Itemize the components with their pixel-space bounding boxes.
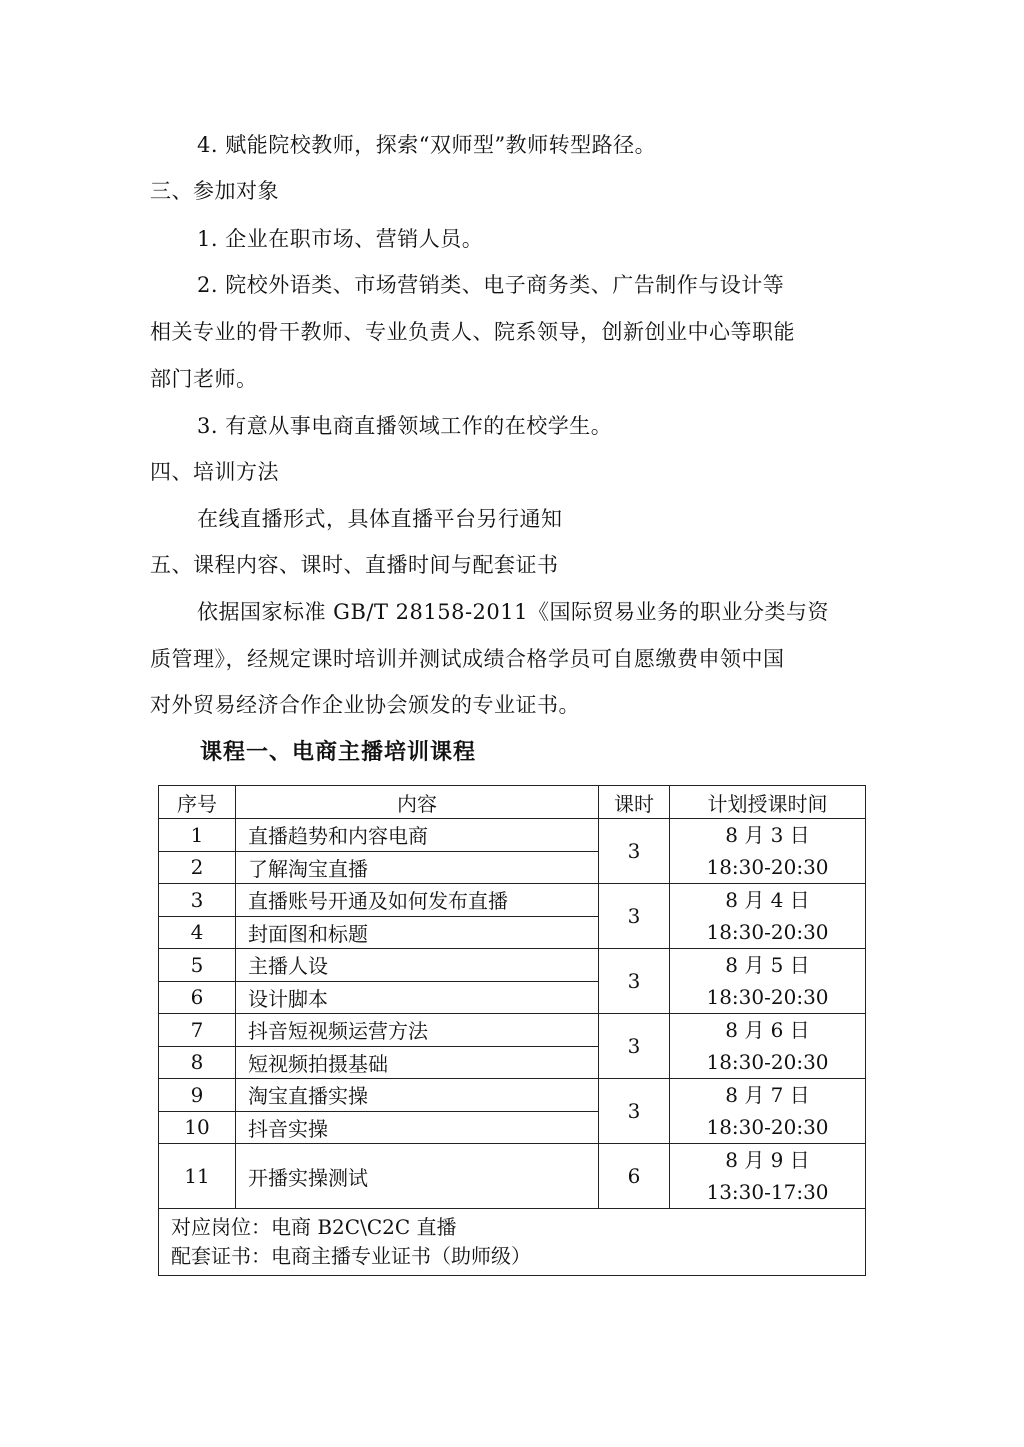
row-schedule-time <box>670 1079 866 1144</box>
participant-item-2: 2. 院校外语类、市场营销类、电子商务类、广告制作与设计等 <box>197 273 785 297</box>
schedule-time-range: 18:30-20:30 <box>706 1115 829 1139</box>
participant-item-2-cont: 相关专业的骨干教师、专业负责人、院系领导，创新创业中心等职能 <box>150 320 795 344</box>
row-number: 3 <box>159 884 236 917</box>
row-content: 淘宝直播实操 <box>236 1079 599 1112</box>
row-number: 11 <box>159 1144 236 1209</box>
header-number: 序号 <box>159 786 236 819</box>
section-heading-method: 四、培训方法 <box>150 460 279 484</box>
header-hours: 课时 <box>599 786 670 819</box>
row-content: 直播趋势和内容电商 <box>236 819 599 852</box>
method-text: 在线直播形式，具体直播平台另行通知 <box>197 507 563 531</box>
table-footer-row <box>159 1209 866 1276</box>
schedule-time-range: 18:30-20:30 <box>706 985 829 1009</box>
row-number: 5 <box>159 949 236 982</box>
table-row <box>159 1079 866 1112</box>
table-footer <box>159 1209 866 1276</box>
row-hours: 6 <box>599 1144 670 1209</box>
table-row <box>159 949 866 982</box>
row-content: 主播人设 <box>236 949 599 982</box>
row-schedule-time <box>670 884 866 949</box>
schedule-date: 8 月 7 日 <box>725 1083 810 1107</box>
row-content: 了解淘宝直播 <box>236 851 599 884</box>
row-schedule-time <box>670 1144 866 1209</box>
schedule-time-range: 13:30-17:30 <box>706 1180 829 1204</box>
goal-item-4: 4. 赋能院校教师，探索“双师型”教师转型路径。 <box>197 133 657 157</box>
row-hours: 3 <box>599 1079 670 1144</box>
course-title: 课程一、电商主播培训课程 <box>200 739 477 765</box>
row-hours: 3 <box>599 949 670 1014</box>
row-content: 抖音实操 <box>236 1111 599 1144</box>
section-heading-participants: 三、参加对象 <box>150 179 279 203</box>
row-number: 10 <box>159 1111 236 1144</box>
participant-item-2-end: 部门老师。 <box>150 367 258 391</box>
row-hours: 3 <box>599 1014 670 1079</box>
row-number: 8 <box>159 1046 236 1079</box>
row-number: 6 <box>159 981 236 1014</box>
course-schedule-table <box>158 785 866 1276</box>
table-row <box>159 884 866 917</box>
schedule-time-range: 18:30-20:30 <box>706 1050 829 1074</box>
related-certificate: 配套证书：电商主播专业证书（助师级） <box>171 1244 531 1268</box>
row-content: 开播实操测试 <box>236 1144 599 1209</box>
participant-item-1: 1. 企业在职市场、营销人员。 <box>197 227 484 251</box>
schedule-date: 8 月 6 日 <box>725 1018 810 1042</box>
row-schedule-time <box>670 819 866 884</box>
row-schedule-time <box>670 1014 866 1079</box>
table-row <box>159 1144 866 1209</box>
schedule-date: 8 月 4 日 <box>725 888 810 912</box>
related-position: 对应岗位：电商 B2C\C2C 直播 <box>171 1215 457 1239</box>
table-row <box>159 1014 866 1047</box>
row-content: 抖音短视频运营方法 <box>236 1014 599 1047</box>
row-number: 4 <box>159 916 236 949</box>
schedule-date: 8 月 9 日 <box>725 1148 810 1172</box>
participant-item-3: 3. 有意从事电商直播领域工作的在校学生。 <box>197 414 613 438</box>
header-content: 内容 <box>236 786 599 819</box>
section-heading-course: 五、课程内容、课时、直播时间与配套证书 <box>150 553 559 577</box>
standard-paragraph-line-3: 对外贸易经济合作企业协会颁发的专业证书。 <box>150 693 580 717</box>
row-content: 直播账号开通及如何发布直播 <box>236 884 599 917</box>
row-number: 7 <box>159 1014 236 1047</box>
row-hours: 3 <box>599 884 670 949</box>
schedule-date: 8 月 5 日 <box>725 953 810 977</box>
row-content: 短视频拍摄基础 <box>236 1046 599 1079</box>
schedule-date: 8 月 3 日 <box>725 823 810 847</box>
row-schedule-time <box>670 949 866 1014</box>
standard-paragraph-line-1: 依据国家标准 GB/T 28158-2011《国际贸易业务的职业分类与资 <box>197 600 829 624</box>
row-number: 2 <box>159 851 236 884</box>
schedule-time-range: 18:30-20:30 <box>706 855 829 879</box>
table-header-row <box>159 786 866 819</box>
row-number: 1 <box>159 819 236 852</box>
row-content: 封面图和标题 <box>236 916 599 949</box>
row-hours: 3 <box>599 819 670 884</box>
row-content: 设计脚本 <box>236 981 599 1014</box>
schedule-time-range: 18:30-20:30 <box>706 920 829 944</box>
row-number: 9 <box>159 1079 236 1112</box>
header-schedule-time: 计划授课时间 <box>670 786 866 819</box>
standard-paragraph-line-2: 质管理》，经规定课时培训并测试成绩合格学员可自愿缴费申领中国 <box>150 647 785 671</box>
table-row <box>159 819 866 852</box>
